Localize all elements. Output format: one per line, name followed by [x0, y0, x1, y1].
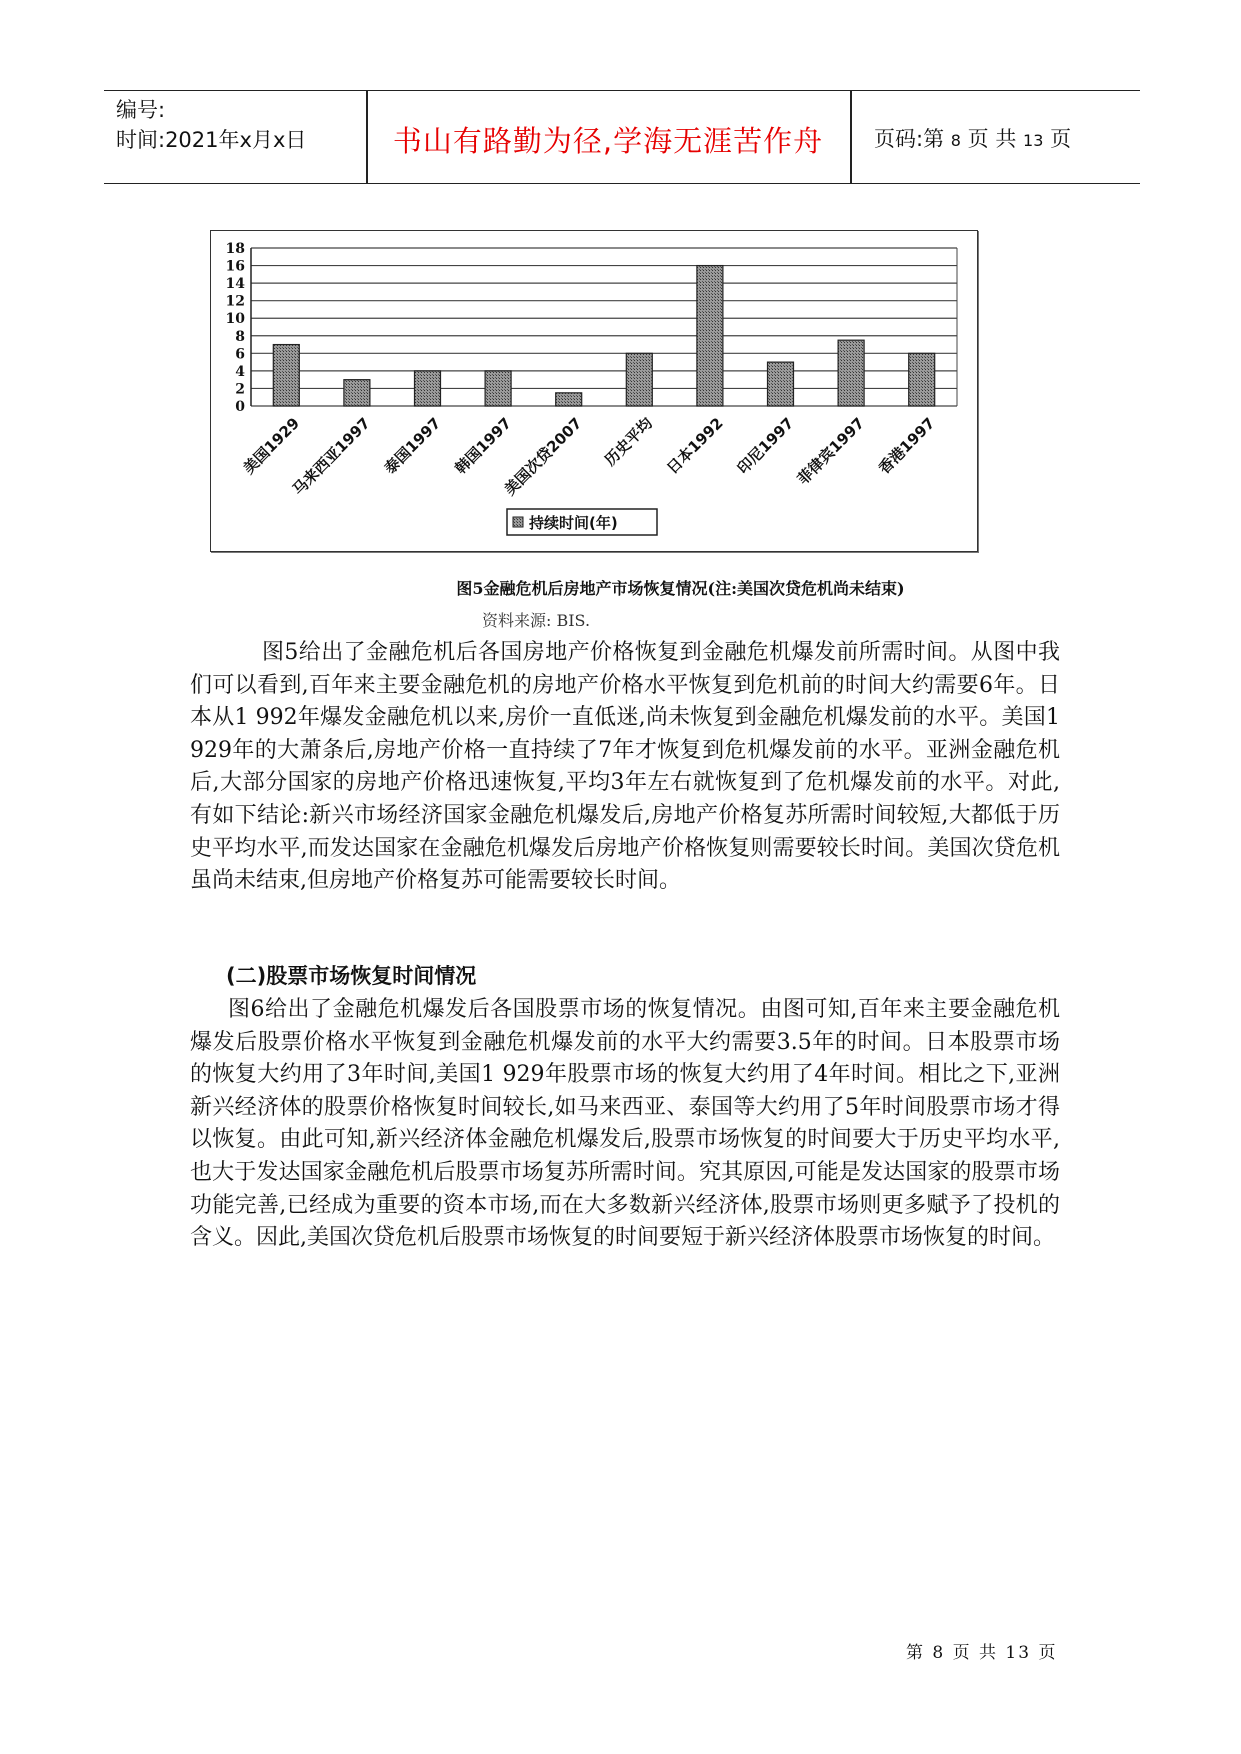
x-tick-label: 香港1997 — [875, 414, 939, 478]
page-footer: 第 8 页 共 13 页 — [906, 1643, 1058, 1663]
bar — [838, 340, 864, 406]
figure-caption — [0, 576, 1241, 599]
header-page-number — [874, 123, 1071, 153]
y-tick-label: 2 — [235, 381, 245, 398]
figure-source: 资料来源: BIS. — [482, 611, 591, 630]
bar — [273, 345, 299, 406]
bar — [485, 371, 511, 406]
page-header — [104, 90, 1140, 184]
legend-label: 持续时间(年) — [529, 514, 618, 532]
bar — [697, 266, 723, 406]
x-tick-label: 美国次贷2007 — [500, 414, 586, 499]
page-mid: 页 共 — [967, 127, 1017, 151]
x-tick-label: 历史平均 — [600, 414, 657, 470]
y-tick-label: 8 — [235, 328, 245, 345]
y-tick-label: 10 — [225, 311, 245, 328]
bar-chart — [211, 231, 977, 551]
paragraph-2: 图6给出了金融危机爆发后各国股票市场的恢复情况。由图可知,百年来主要金融危机爆发后股票价格水平恢复到金融危机爆发前的水平大约需要3.5年的时间。日本股票市场的恢复大约用了3年时间,美国1 929年股票市场的恢复大约用了4年时间。相比之下,亚洲新兴经济体的股票价格恢复时间较长,如马来西亚、泰国等大约用了5年时间股票市场才得以恢复。由此可知,新兴经济体金融危机爆发后,股票市场恢复的时间要大于历史平均水平,也大于发达国家金融危机后股票市场复苏所需时间。究其原因,可能是发达国家的股票市场功能完善,已经成为重要的资本市场,而在大多数新兴经济体,股票市场则更多赋予了投机的含义。因此,美国次贷危机后股票市场恢复的时间要短于新兴经济体股票市场恢复的时间。 — [190, 997, 1060, 1251]
y-tick-label: 6 — [235, 346, 245, 363]
x-tick-label: 日本1992 — [663, 414, 727, 478]
y-tick-label: 16 — [225, 258, 245, 275]
time-label: 时间:2021年x月x日 — [116, 128, 307, 152]
y-tick-label: 4 — [235, 363, 245, 380]
x-tick-label: 韩国1997 — [451, 414, 515, 478]
section-title: (二)股票市场恢复时间情况 — [226, 964, 477, 988]
figure-caption-text: 图5金融危机后房地产市场恢复情况(注:美国次贷危机尚未结束) — [456, 579, 905, 598]
header-meta — [116, 95, 306, 155]
y-tick-label: 0 — [235, 399, 245, 415]
y-tick-label: 12 — [225, 293, 245, 310]
bar — [556, 393, 582, 406]
bar — [344, 380, 370, 406]
bar — [768, 362, 794, 406]
bar — [626, 353, 652, 406]
bar — [909, 353, 935, 406]
x-tick-label: 马来西亚1997 — [289, 414, 374, 499]
page-suffix: 页 — [1050, 127, 1072, 151]
header-motto: 书山有路勤为径,学海无涯苦作舟 — [392, 124, 824, 158]
figure-5-chart — [210, 230, 978, 552]
serial-label: 编号: — [116, 98, 166, 122]
x-tick-label: 泰国1997 — [380, 414, 445, 478]
y-tick-label: 18 — [225, 241, 245, 257]
x-tick-label: 菲律宾1997 — [793, 414, 868, 489]
x-tick-label: 美国1929 — [239, 414, 304, 478]
page-prefix: 页码:第 — [874, 127, 945, 151]
y-tick-label: 14 — [225, 276, 245, 293]
header-divider — [850, 91, 852, 183]
legend-swatch — [513, 517, 523, 527]
paragraph-1: 图5给出了金融危机后各国房地产价格恢复到金融危机爆发前所需时间。从图中我们可以看到,百年来主要金融危机的房地产价格水平恢复到危机前的时间大约需要6年。日本从1 992年爆发金融危机以来,房价一直低迷,尚未恢复到金融危机爆发前的水平。美国1 929年的大萧条后,房地产价格一直持续了7年才恢复到危机爆发前的水平。亚洲金融危机后,大部分国家的房地产价格迅速恢复,平均3年左右就恢复到了危机爆发前的水平。对此,有如下结论:新兴市场经济国家金融危机爆发后,房地产价格复苏所需时间较短,大都低于历史平均水平,而发达国家在金融危机爆发后房地产价格恢复则需要较长时间。美国次贷危机虽尚未结束,但房地产价格复苏可能需要较长时间。 — [190, 640, 1060, 894]
x-tick-label: 印尼1997 — [733, 414, 798, 478]
page-total: 13 — [1023, 131, 1044, 150]
bar — [415, 371, 441, 406]
page-num: 8 — [950, 131, 961, 150]
